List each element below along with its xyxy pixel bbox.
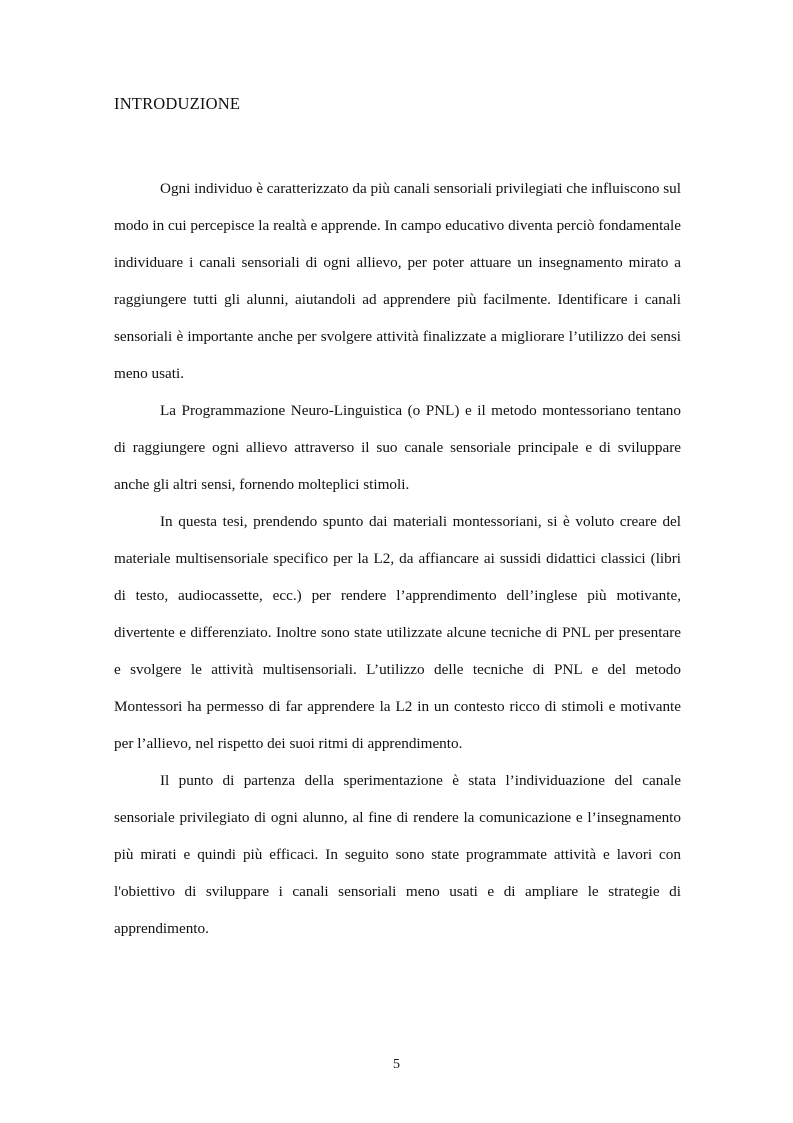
section-heading: INTRODUZIONE xyxy=(114,94,241,113)
paragraph-2: La Programmazione Neuro-Linguistica (o PNL) e il metodo montessoriano tentano di raggiungere ogni allievo attraverso il suo canale sensoriale principale e di sviluppare anche gli altri sensi, fornendo molteplici stimoli. xyxy=(114,402,681,493)
paragraph-1: Ogni individuo è caratterizzato da più canali sensoriali privilegiati che influiscono sul modo in cui percepisce la realtà e apprende. In campo educativo diventa perciò fondamentale individuare i canali sensoriali di ogni allievo, per poter attuare un insegnamento mirato a raggiungere tutti gli alunni, aiutandoli ad apprendere più facilmente. Identificare i canali sensoriali è importante anche per svolgere attività finalizzate a migliorare l’utilizzo dei sensi meno usati. xyxy=(114,180,681,382)
paragraph-4: Il punto di partenza della sperimentazione è stata l’individuazione del canale sensoriale privilegiato di ogni alunno, al fine di rendere la comunicazione e l’insegnamento più mirati e quindi più efficaci. In seguito sono state programmate attività e lavori con l'obiettivo di sviluppare i canali sensoriali meno usati e di ampliare le strategie di apprendimento. xyxy=(114,772,681,937)
body-text xyxy=(114,170,681,947)
paragraph-3: In questa tesi, prendendo spunto dai materiali montessoriani, si è voluto creare del materiale multisensoriale specifico per la L2, da affiancare ai sussidi didattici classici (libri di testo, audiocassette, ecc.) per rendere l’apprendimento dell’inglese più motivante, divertente e differenziato. Inoltre sono state utilizzate alcune tecniche di PNL per presentare e svolgere le attività multisensoriali. L’utilizzo delle tecniche di PNL e del metodo Montessori ha permesso di far apprendere la L2 in un contesto ricco di stimoli e motivante per l’allievo, nel rispetto dei suoi ritmi di apprendimento. xyxy=(114,513,681,752)
page-number: 5 xyxy=(393,1057,400,1072)
